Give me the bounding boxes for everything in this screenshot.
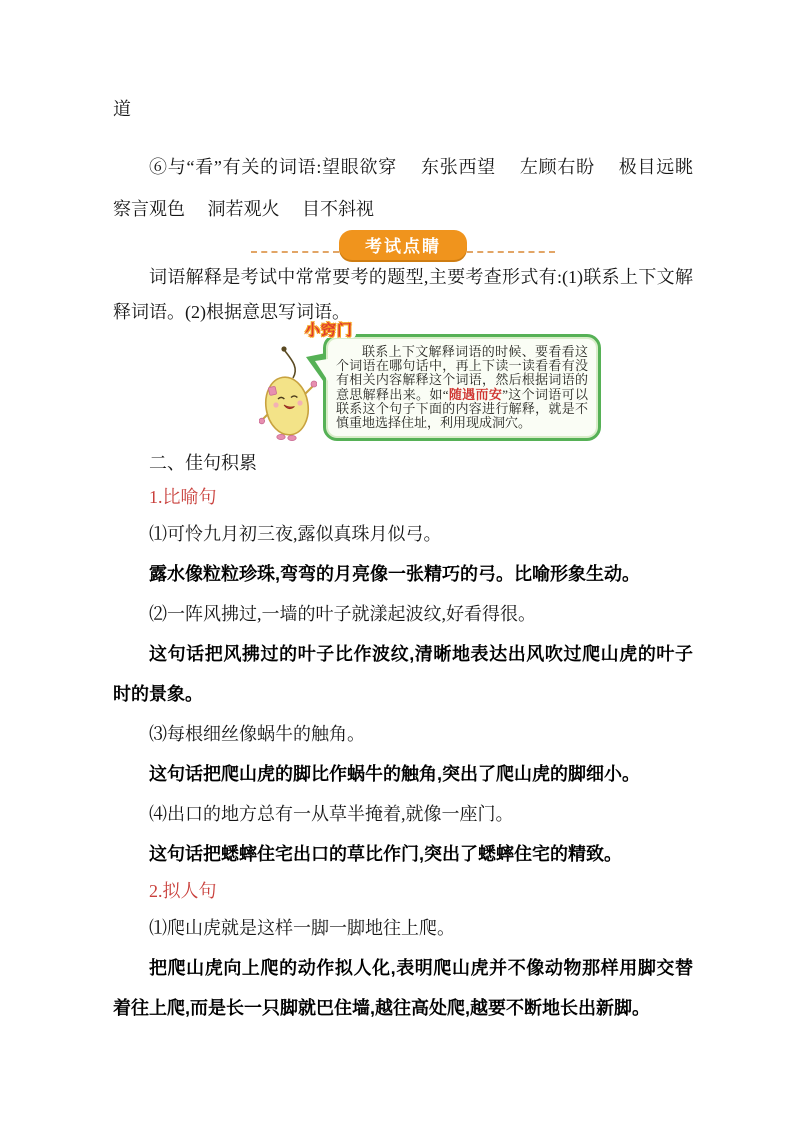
- metaphor-sentence-4: ⑷出口的地方总有一从草半掩着,就像一座门。: [149, 804, 514, 824]
- paragraph-exam-tip: 词语解释是考试中常常要考的题型,主要考查形式有:(1)联系上下文解释词语。(2)根据意思写词语。: [113, 267, 693, 322]
- exam-tips-banner: [113, 230, 693, 260]
- tip-callout: [259, 322, 693, 444]
- personification-sentence-1: ⑴爬山虎就是这样一脚一脚地往上爬。: [149, 918, 455, 938]
- personification-analysis-1: 把爬山虎向上爬的动作拟人化,表明爬山虎并不像动物那样用脚交替着往上爬,而是长一只脚就巴住墙,越往高处爬,越要不断地长出新脚。: [113, 958, 693, 1018]
- section-title: 二、佳句积累: [149, 453, 257, 473]
- metaphor-sentence-2: ⑵一阵风拂过,一墙的叶子就漾起波纹,好看得很。: [149, 604, 536, 624]
- bubble-tail-fill: [315, 359, 328, 381]
- paragraph-look-idioms: ⑥与“看”有关的词语:望眼欲穿 东张西望 左顾右盼 极目远眺 察言观色 洞若观火 目不斜视: [113, 157, 716, 219]
- page-content: [113, 88, 716, 1028]
- metaphor-sentence-1: ⑴可怜九月初三夜,露似真珠月似弓。: [149, 524, 442, 544]
- metaphor-analysis-2: 这句话把风拂过的叶子比作波纹,清晰地表达出风吹过爬山虎的叶子时的景象。: [113, 644, 693, 704]
- dashed-rule-left: [251, 251, 339, 253]
- metaphor-analysis-1: 露水像粒粒珍珠,弯弯的月亮像一张精巧的弓。比喻形象生动。: [149, 564, 640, 584]
- metaphor-sentence-3: ⑶每根细丝像蜗牛的触角。: [149, 724, 365, 744]
- subsection-personification-heading: 2.拟人句: [149, 881, 217, 901]
- paragraph-leading: 道: [113, 99, 131, 119]
- exam-tips-banner-label: 考试点睛: [339, 230, 467, 260]
- tip-label: 小窍门: [302, 324, 356, 338]
- metaphor-analysis-4: 这句话把蟋蟀住宅出口的草比作门,突出了蟋蟀住宅的精致。: [149, 844, 622, 864]
- tip-speech-bubble: [305, 322, 601, 441]
- tip-text-after: ”这个词语可以联系这个句子下面的内容进行解释，就是不慎重地选择住址，利用现成洞穴。: [336, 386, 588, 431]
- tip-highlight-idiom: 随遇而安: [448, 386, 503, 402]
- dashed-rule-right: [467, 251, 555, 253]
- subsection-metaphor-heading: 1.比喻句: [149, 487, 217, 507]
- tip-text-before: 联系上下文解释词语的时候、要看看这个词语在哪句话中，再上下读一读看看有没有相关内容解释这个词语，然后根据词语的意思解释出来。如“: [336, 344, 588, 402]
- metaphor-analysis-3: 这句话把爬山虎的脚比作蜗牛的触角,突出了爬山虎的脚细小。: [149, 764, 640, 784]
